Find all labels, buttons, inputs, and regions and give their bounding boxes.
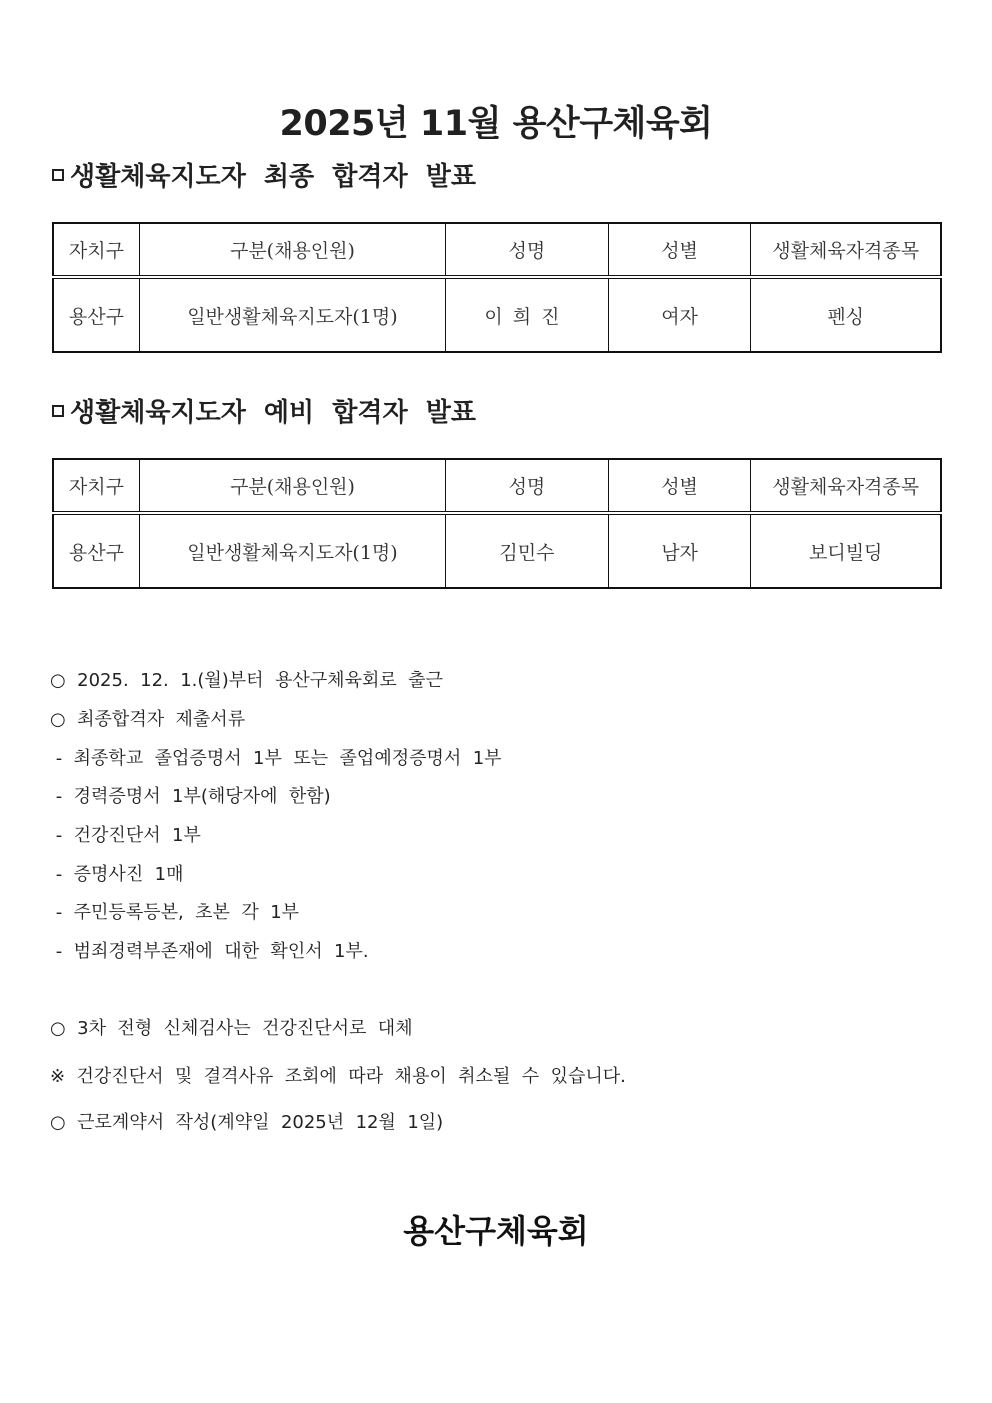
table-row — [53, 513, 941, 588]
cell-gender: 남자 — [608, 513, 751, 588]
table-row — [53, 277, 941, 352]
cell-district: 용산구 — [53, 277, 139, 352]
note-doc-health: - 건강진단서 1부 — [50, 825, 201, 846]
note-doc-career: - 경력증명서 1부(해당자에 한함) — [50, 786, 331, 807]
note-doc-criminal: - 범죄경력부존재에 대한 확인서 1부. — [50, 941, 369, 962]
note-documents-heading: ○ 최종합격자 제출서류 — [50, 709, 246, 730]
section-heading-reserve — [52, 392, 476, 429]
table-header-row — [53, 223, 941, 277]
section-heading-final — [52, 156, 476, 193]
header-qualification: 생활체육자격종목 — [751, 223, 941, 277]
header-gender: 성별 — [608, 223, 751, 277]
reserve-results-table — [52, 458, 942, 589]
cell-name: 김민수 — [446, 513, 609, 588]
cell-name: 이희진 — [446, 277, 609, 352]
cell-category: 일반생활체육지도자(1명) — [139, 277, 445, 352]
cell-qualification: 보디빌딩 — [751, 513, 941, 588]
note-contract: ○ 근로계약서 작성(계약일 2025년 12월 1일) — [50, 1112, 444, 1133]
cell-qualification: 펜싱 — [751, 277, 941, 352]
note-doc-diploma: - 최종학교 졸업증명서 1부 또는 졸업예정증명서 1부 — [50, 748, 502, 769]
square-bullet-icon — [52, 169, 64, 181]
note-doc-registry: - 주민등록등본, 초본 각 1부 — [50, 902, 300, 923]
header-gender: 성별 — [608, 459, 751, 513]
note-start-date: ○ 2025. 12. 1.(월)부터 용산구체육회로 출근 — [50, 670, 443, 691]
section-heading-text: 생활체육지도자 최종 합격자 발표 — [70, 162, 476, 192]
header-name: 성명 — [446, 459, 609, 513]
note-physical-exam: ○ 3차 전형 신체검사는 건강진단서로 대체 — [50, 1018, 413, 1039]
header-district: 자치구 — [53, 459, 139, 513]
header-qualification: 생활체육자격종목 — [751, 459, 941, 513]
cell-district: 용산구 — [53, 513, 139, 588]
note-doc-photo: - 증명사진 1매 — [50, 864, 184, 885]
document-title: 2025년 11월 용산구체육회 — [279, 104, 713, 144]
section-heading-text: 생활체육지도자 예비 합격자 발표 — [70, 398, 476, 428]
square-bullet-icon — [52, 405, 64, 417]
cell-gender: 여자 — [608, 277, 751, 352]
header-category: 구분(채용인원) — [139, 223, 445, 277]
note-warning: ※ 건강진단서 및 결격사유 조회에 따라 채용이 취소될 수 있습니다. — [50, 1066, 626, 1087]
final-results-table — [52, 222, 942, 353]
header-category: 구분(채용인원) — [139, 459, 445, 513]
header-district: 자치구 — [53, 223, 139, 277]
header-name: 성명 — [446, 223, 609, 277]
footer-signature: 용산구체육회 — [403, 1212, 589, 1250]
cell-category: 일반생활체육지도자(1명) — [139, 513, 445, 588]
table-header-row — [53, 459, 941, 513]
